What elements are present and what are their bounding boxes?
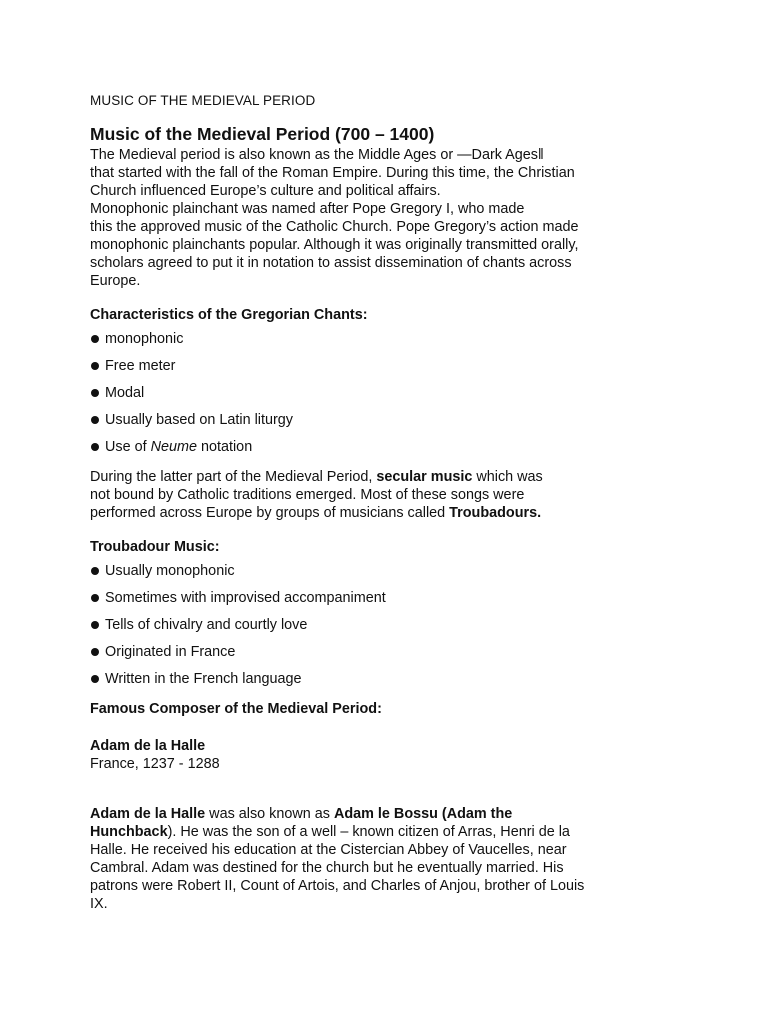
bullet-icon [91, 648, 99, 656]
bold-term: Troubadours. [449, 505, 542, 521]
intro-line: The Medieval period is also known as the Middle Ages or ―Dark Ages‖ [90, 147, 544, 163]
list-item [90, 670, 730, 697]
list-item [90, 616, 730, 643]
bio-line [90, 823, 730, 841]
list-item [90, 330, 730, 357]
list-item [90, 384, 730, 411]
list-item-text: Usually monophonic [105, 563, 235, 579]
list-item [90, 589, 730, 616]
intro-paragraph [90, 146, 730, 290]
page-title: Music of the Medieval Period (700 – 1400) [90, 124, 435, 144]
list-item-emphasis: Neume [150, 439, 197, 455]
troubadour-list [90, 562, 730, 697]
secular-line [90, 468, 730, 486]
list-item [90, 357, 730, 384]
list-item [90, 411, 730, 438]
list-item [90, 562, 730, 589]
list-item-text: Sometimes with improvised accompaniment [105, 590, 386, 606]
gregorian-list [90, 330, 730, 465]
composer-origin: France, 1237 - 1288 [90, 756, 220, 772]
bold-term: Hunchback [90, 824, 168, 840]
document-page [90, 92, 730, 913]
list-item-text: Originated in France [105, 644, 236, 660]
bold-term: secular music [376, 469, 473, 485]
bullet-icon [91, 389, 99, 397]
bio-line: Cambral. Adam was destined for the church but he eventually married. His [90, 860, 564, 876]
bold-term: Adam le Bossu (Adam the [333, 806, 513, 822]
intro-line: Monophonic plainchant was named after Pope Gregory I, who made [90, 201, 525, 217]
text-run: ). He was the son of a well – known citizen of Arras, Henri de la [167, 824, 570, 840]
list-item [90, 438, 730, 465]
list-item-text: Modal [105, 385, 145, 401]
intro-line: Europe. [90, 273, 141, 289]
bio-line [90, 805, 730, 823]
list-item-text: Tells of chivalry and courtly love [105, 617, 308, 633]
list-item-text: monophonic [105, 331, 184, 347]
list-item-text: Free meter [105, 358, 176, 374]
list-item-text: Usually based on Latin liturgy [105, 412, 293, 428]
list-item-text-suffix: notation [196, 439, 253, 455]
intro-line: that started with the fall of the Roman Empire. During this time, the Christian [90, 165, 575, 181]
list-item-text-prefix: Use of [105, 439, 151, 455]
intro-line: scholars agreed to put it in notation to assist dissemination of chants across [90, 255, 572, 271]
gregorian-heading: Characteristics of the Gregorian Chants: [90, 307, 368, 323]
document-header: MUSIC OF THE MEDIEVAL PERIOD [90, 93, 316, 108]
bio-paragraph [90, 805, 730, 913]
intro-line: monophonic plainchants popular. Although it was originally transmitted orally, [90, 237, 579, 253]
intro-line: this the approved music of the Catholic Church. Pope Gregory’s action made [90, 219, 579, 235]
bio-line: patrons were Robert II, Count of Artois, and Charles of Anjou, brother of Louis [90, 878, 585, 894]
secular-line: not bound by Catholic traditions emerged. Most of these songs were [90, 487, 525, 503]
secular-paragraph [90, 468, 730, 522]
bold-term: Adam de la Halle [90, 806, 206, 822]
list-item [90, 643, 730, 670]
bullet-icon [91, 567, 99, 575]
bullet-icon [91, 416, 99, 424]
bullet-icon [91, 621, 99, 629]
text-run: During the latter part of the Medieval Period, [90, 469, 377, 485]
bullet-icon [91, 362, 99, 370]
composer-name: Adam de la Halle [90, 738, 206, 754]
list-item-text: Written in the French language [105, 671, 302, 687]
bullet-icon [91, 443, 99, 451]
composers-heading: Famous Composer of the Medieval Period: [90, 701, 382, 717]
bio-line: IX. [90, 896, 108, 912]
bullet-icon [91, 594, 99, 602]
bullet-icon [91, 335, 99, 343]
troubadour-heading: Troubadour Music: [90, 539, 220, 555]
bullet-icon [91, 675, 99, 683]
text-run: which was [472, 469, 543, 485]
text-run: performed across Europe by groups of musicians called [90, 505, 450, 521]
text-run: was also known as [205, 806, 334, 822]
intro-line: Church influenced Europe’s culture and political affairs. [90, 183, 441, 199]
bio-line: Halle. He received his education at the Cistercian Abbey of Vaucelles, near [90, 842, 567, 858]
secular-line [90, 504, 730, 522]
